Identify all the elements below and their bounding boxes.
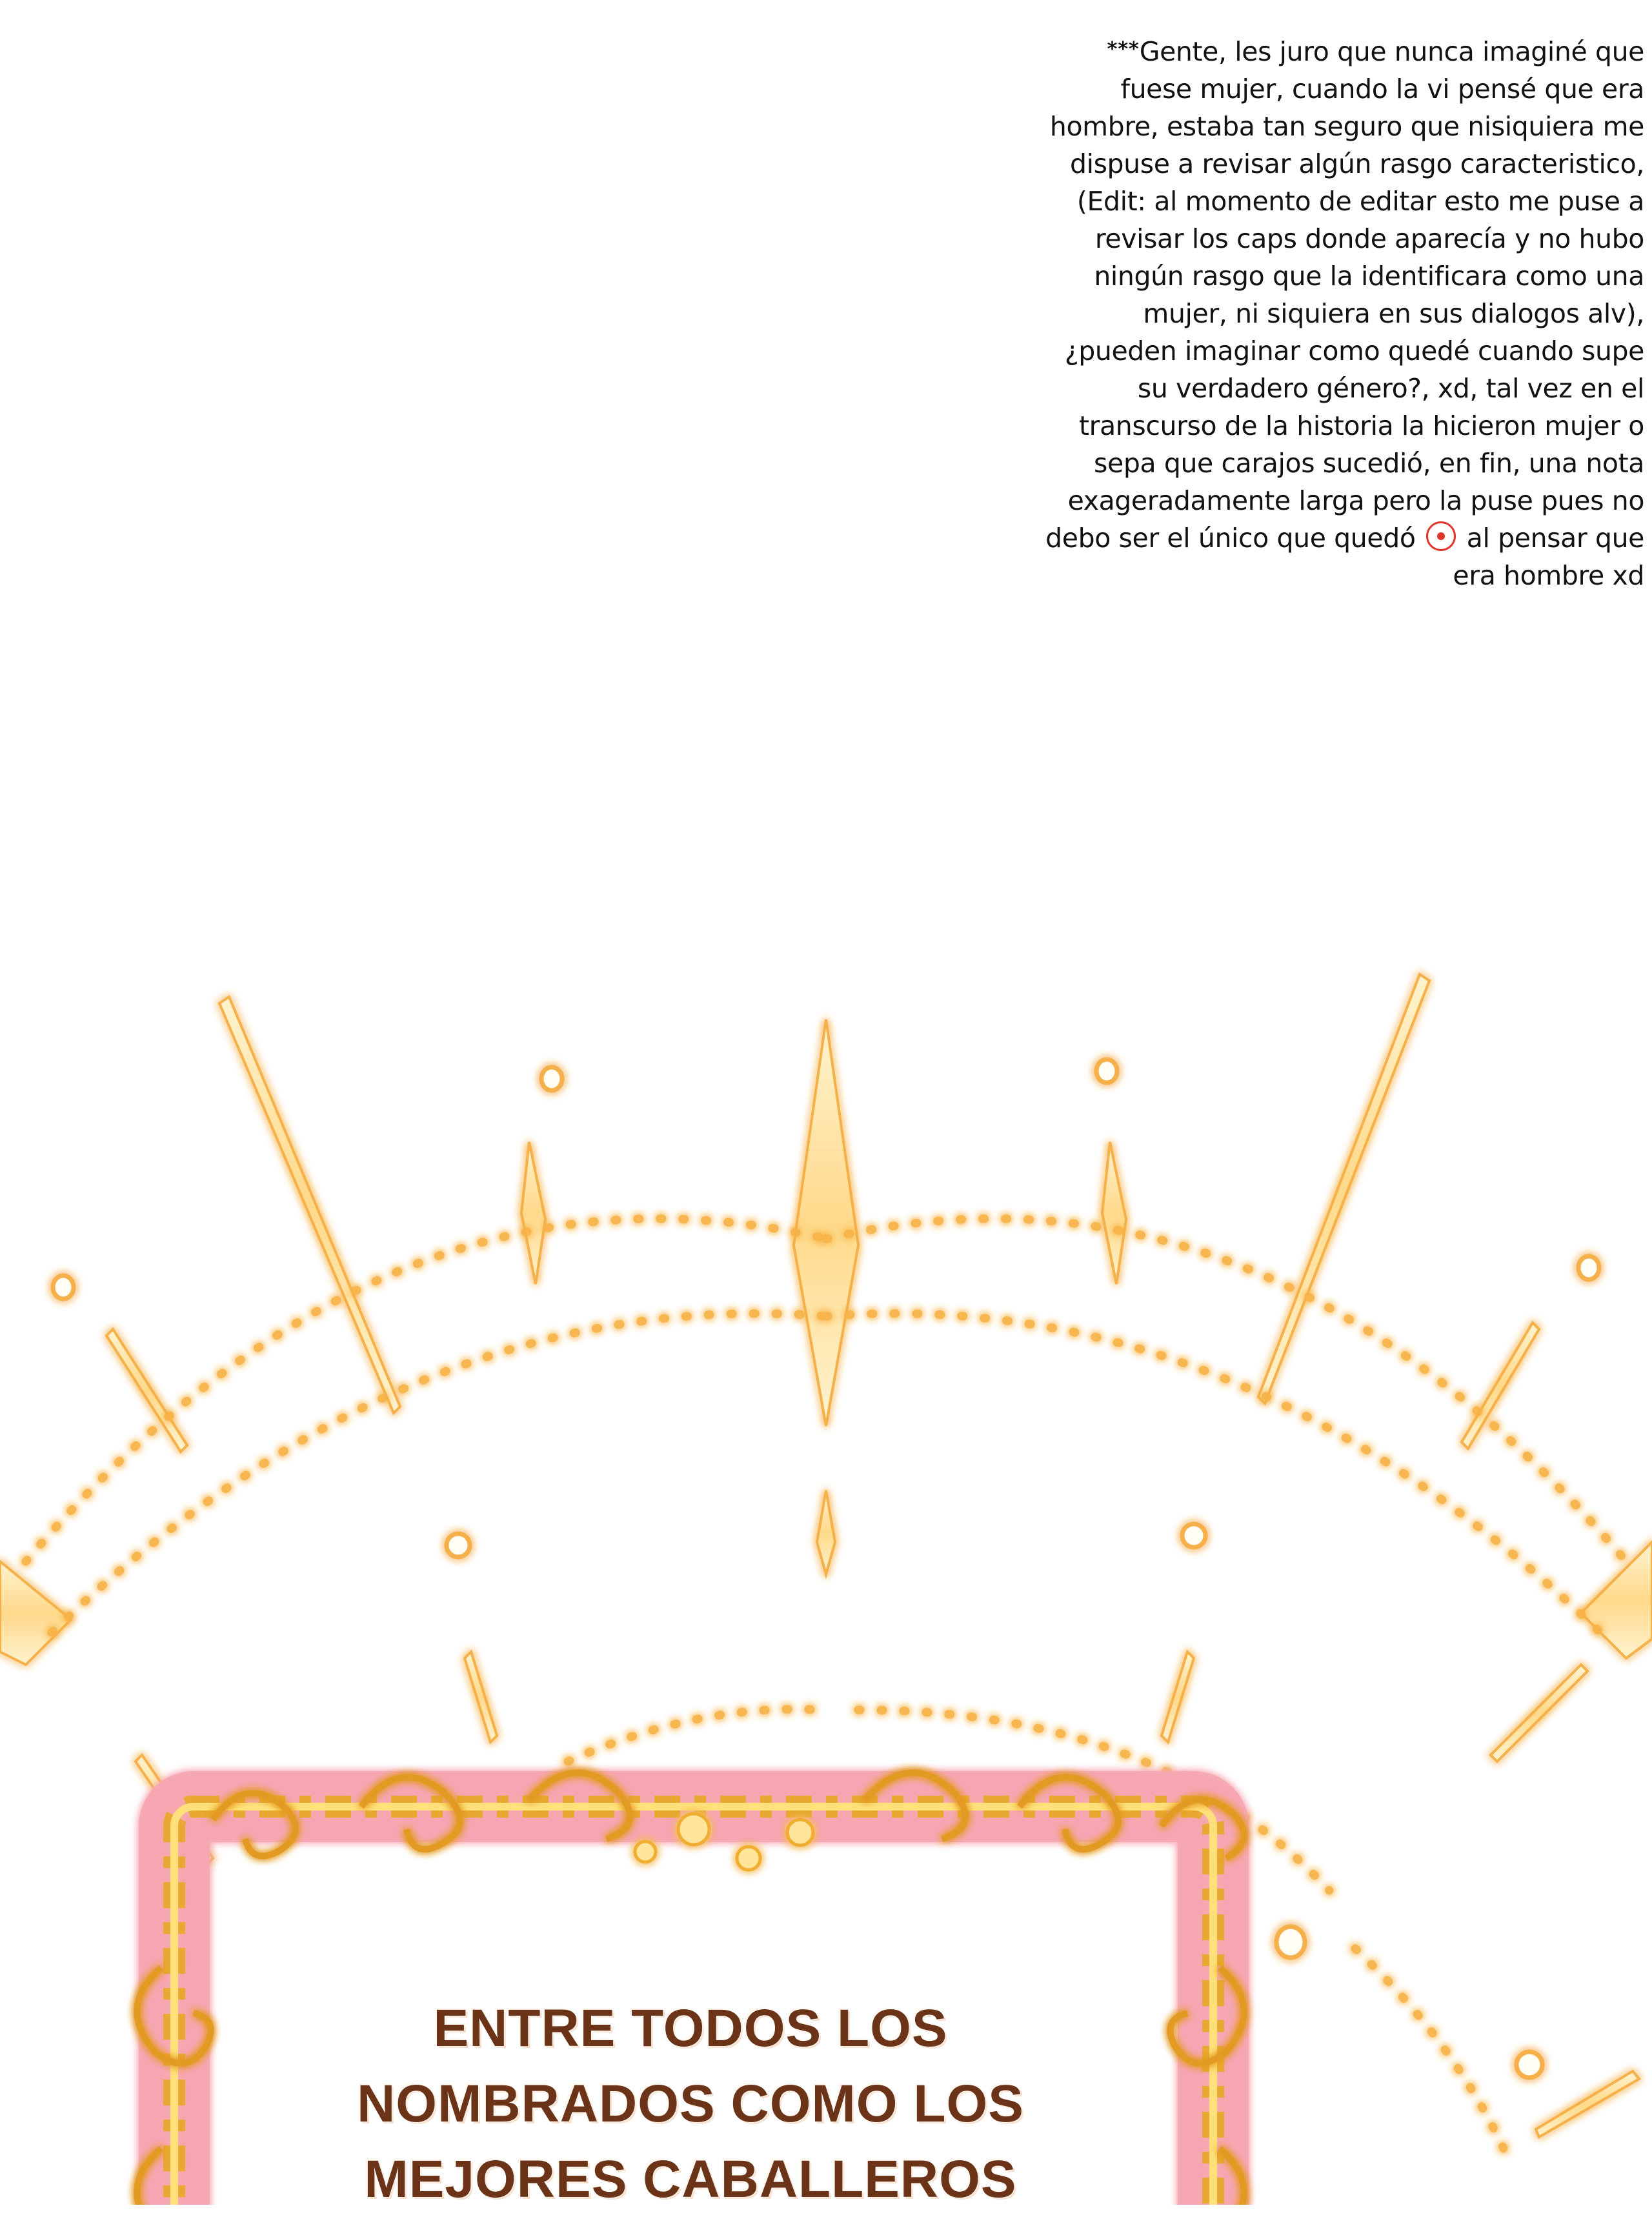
right-inner-spike	[1102, 1142, 1126, 1284]
mid-left-short-spike	[465, 1652, 497, 1742]
caption-line-2: NOMBRADOS COMO LOS	[357, 2074, 1024, 2133]
translator-note	[1038, 31, 1644, 594]
left-diagonal-spike	[219, 997, 400, 1413]
center-lower-spike	[817, 1490, 835, 1574]
lower-right-spike	[1491, 1665, 1587, 1761]
glow-spikes	[0, 974, 1652, 2137]
caption-line-1: ENTRE TODOS LOS	[433, 1999, 948, 2058]
caption-line-3: MEJORES CABALLEROS	[364, 2150, 1017, 2209]
far-right-spike	[1581, 1542, 1652, 1658]
far-left-spike	[0, 1561, 71, 1665]
bottom-right-spike	[1536, 2071, 1639, 2137]
clown-face-icon	[1426, 521, 1456, 551]
left-inner-spike	[521, 1142, 545, 1284]
comic-caption	[277, 1991, 1103, 2217]
right-side-spike	[1462, 1323, 1539, 1449]
note-text-main: Gente, les juro que nunca imaginé que fuese mujer, cuando la vi pensé que era hombre, estaba tan seguro que nisiquiera me dispuse a revisar algún rasgo caracteristico, (Edit: al momento de editar esto me puse a revisar los caps donde aparecía y no hubo ningún rasgo que la identificara como una mujer, ni siquiera en sus dialogos alv), ¿pueden imaginar como quedé cuando supe su verdadero género?, xd, tal vez en el transcurso de la historia la hicieron mujer o sepa que carajos sucedió, en fin, una nota exageradamente larga pero la puse pues no debo ser el único que quedó	[1045, 36, 1644, 554]
note-prefix: ***	[1107, 38, 1140, 61]
center-diamond-spike	[794, 1019, 858, 1426]
note-text-end: al pensar que era hombre xd	[1453, 523, 1644, 591]
right-diagonal-spike	[1258, 974, 1429, 1403]
left-side-spike	[106, 1329, 187, 1452]
mid-right-short-spike	[1162, 1652, 1194, 1742]
